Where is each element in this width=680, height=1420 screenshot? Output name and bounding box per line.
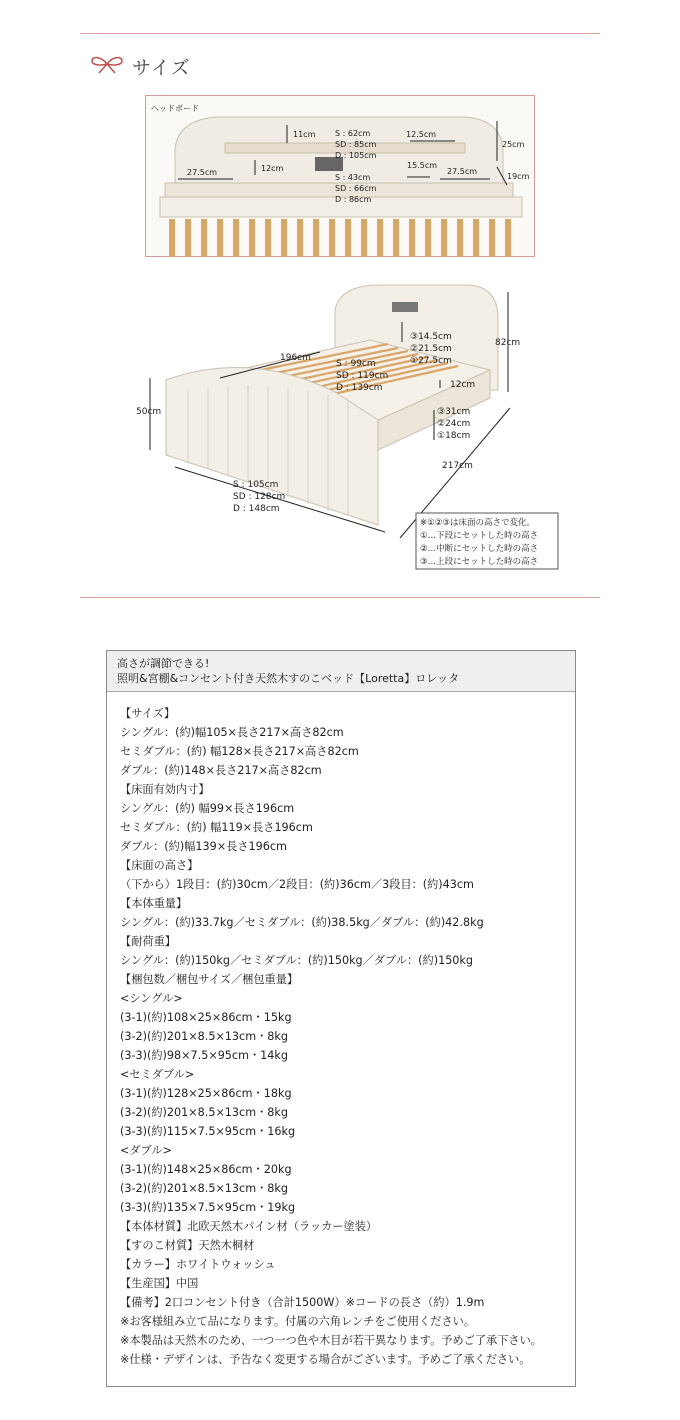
- spec-line: シングル：(約)150kg／セミダブル：(約)150kg／ダブル：(約)150kg: [120, 954, 474, 967]
- dim-head-clear-2: ②21.5cm: [410, 344, 452, 354]
- spec-line: (3-3)(約)135×7.5×95cm・19kg: [120, 1201, 296, 1214]
- headboard-label: ヘッドボード: [151, 104, 199, 113]
- spec-line: (3-1)(約)128×25×86cm・18kg: [120, 1087, 292, 1100]
- spec-line: 【カラー】ホワイトウォッシュ: [120, 1258, 276, 1271]
- dim-left-depth: 27.5cm: [187, 168, 218, 177]
- dim-lower-d: D : 86cm: [335, 195, 372, 204]
- spec-line: (3-2)(約)201×8.5×13cm・8kg: [120, 1182, 288, 1195]
- spec-header-line: 高さが調節できる!: [117, 657, 210, 670]
- section-title: サイズ: [132, 56, 191, 79]
- dim-floor-1: ①18cm: [437, 431, 471, 441]
- spec-line: （下から）1段目：(約)30cm／2段目：(約)36cm／3段目：(約)43cm: [120, 878, 474, 891]
- spec-line: ※仕様・デザインは、予告なく変更する場合がございます。予めご了承ください。: [120, 1353, 531, 1366]
- spec-line: ダブル：(約)幅139×長さ196cm: [120, 840, 287, 853]
- dim-frame-height: 12cm: [450, 380, 476, 390]
- dim-shelf-upper: 11cm: [293, 130, 316, 139]
- spec-line: シングル：(約) 幅99×長さ196cm: [120, 802, 295, 815]
- section-heading: [90, 52, 190, 80]
- spec-line: 【生産国】中国: [120, 1277, 199, 1290]
- dim-right-depth: 27.5cm: [447, 167, 478, 176]
- note-line-3: ②…中断にセットした時の高さ: [420, 544, 539, 554]
- ribbon-icon: [90, 54, 124, 78]
- dim-upper-s: S : 62cm: [335, 129, 371, 138]
- dim-upper-d: D : 105cm: [335, 151, 377, 160]
- spec-line: (3-3)(約)98×7.5×95cm・14kg: [120, 1049, 288, 1062]
- dim-head-clear-1: ①27.5cm: [410, 356, 452, 366]
- bed-figure: [130, 280, 570, 580]
- spec-line: 【サイズ】: [120, 707, 176, 720]
- dim-inner-sd: SD : 119cm: [336, 371, 389, 381]
- spec-header-line: 照明&宮棚&コンセント付き天然木すのこベッド【Loretta】ロレッタ: [117, 672, 460, 685]
- spec-line: (3-2)(約)201×8.5×13cm・8kg: [120, 1030, 288, 1043]
- spec-line: シングル：(約)33.7kg／セミダブル：(約)38.5kg／ダブル：(約)42.8kg: [120, 916, 484, 929]
- dim-inner-s: S : 99cm: [336, 359, 376, 369]
- spec-line: <シングル>: [120, 992, 183, 1005]
- spec-line: セミダブル：(約) 幅128×長さ217×高さ82cm: [120, 745, 359, 758]
- dim-width-d: D : 148cm: [233, 504, 280, 514]
- spec-line: ※お客様組み立て品になります。付属の六角レンチをご使用ください。: [120, 1315, 476, 1328]
- dim-length-inner: 196cm: [280, 353, 311, 363]
- dim-total-height: 25cm: [502, 140, 525, 149]
- dim-lower-height: 12cm: [261, 164, 284, 173]
- dim-total-height: 82cm: [495, 338, 521, 348]
- spec-line: ダブル：(約)148×長さ217×高さ82cm: [120, 764, 322, 777]
- spec-line: 【本体重量】: [120, 897, 188, 910]
- dim-upper-sd: SD : 85cm: [335, 140, 377, 149]
- spec-line: ※本製品は天然木のため、一つ一つ色や木目が若干異なります。予めご了承下さい。: [120, 1334, 542, 1347]
- dim-width-sd: SD : 128cm: [233, 492, 286, 502]
- dim-floor-3: ③31cm: [437, 407, 471, 417]
- spec-line: シングル：(約)幅105×長さ217×高さ82cm: [120, 726, 344, 739]
- note-line-1: ※①②③は床面の高さで変化。: [420, 518, 535, 528]
- spec-line: (3-1)(約)108×25×86cm・15kg: [120, 1011, 292, 1024]
- spec-line: 【本体材質】北欧天然木パイン材（ラッカー塗装）: [120, 1220, 378, 1233]
- dim-inner-gap: 15.5cm: [407, 161, 438, 170]
- spec-line: 【床面有効内寸】: [120, 783, 210, 796]
- top-divider: [80, 33, 600, 34]
- dim-lower-sd: SD : 66cm: [335, 184, 377, 193]
- spec-line: 【床面の高さ】: [120, 859, 199, 872]
- spec-table: [106, 650, 576, 1387]
- spec-line: <ダブル>: [120, 1144, 172, 1157]
- spec-line: 【すのこ材質】天然木桐材: [120, 1239, 255, 1252]
- spec-line: 【耐荷重】: [120, 935, 176, 948]
- headboard-figure: [145, 95, 537, 259]
- spec-header: [107, 651, 575, 692]
- note-line-2: ①…下段にセットした時の高さ: [420, 531, 539, 541]
- spec-line: (3-3)(約)115×7.5×95cm・16kg: [120, 1125, 296, 1138]
- spec-line: セミダブル：(約) 幅119×長さ196cm: [120, 821, 313, 834]
- note-line-4: ③…上段にセットした時の高さ: [420, 557, 539, 567]
- dim-floor-2: ②24cm: [437, 419, 471, 429]
- dim-side-shelf: 12.5cm: [406, 130, 437, 139]
- dim-foot-height: 50cm: [136, 407, 162, 417]
- spec-line: 【梱包数／梱包サイズ／梱包重量】: [120, 973, 299, 986]
- spec-line: (3-1)(約)148×25×86cm・20kg: [120, 1163, 292, 1176]
- dim-depth: 19cm: [507, 172, 530, 181]
- spec-line: <セミダブル>: [120, 1068, 195, 1081]
- spec-body: [107, 692, 575, 1369]
- dim-inner-d: D : 139cm: [336, 383, 383, 393]
- dim-width-s: S : 105cm: [233, 480, 279, 490]
- spec-line: 【備考】2口コンセント付き（合計1500W）※コードの長さ（約）1.9m: [120, 1296, 485, 1309]
- middle-divider: [80, 597, 600, 598]
- dim-lower-s: S : 43cm: [335, 173, 371, 182]
- dim-total-length: 217cm: [442, 461, 473, 471]
- dim-head-clear-3: ③14.5cm: [410, 332, 452, 342]
- spec-line: (3-2)(約)201×8.5×13cm・8kg: [120, 1106, 288, 1119]
